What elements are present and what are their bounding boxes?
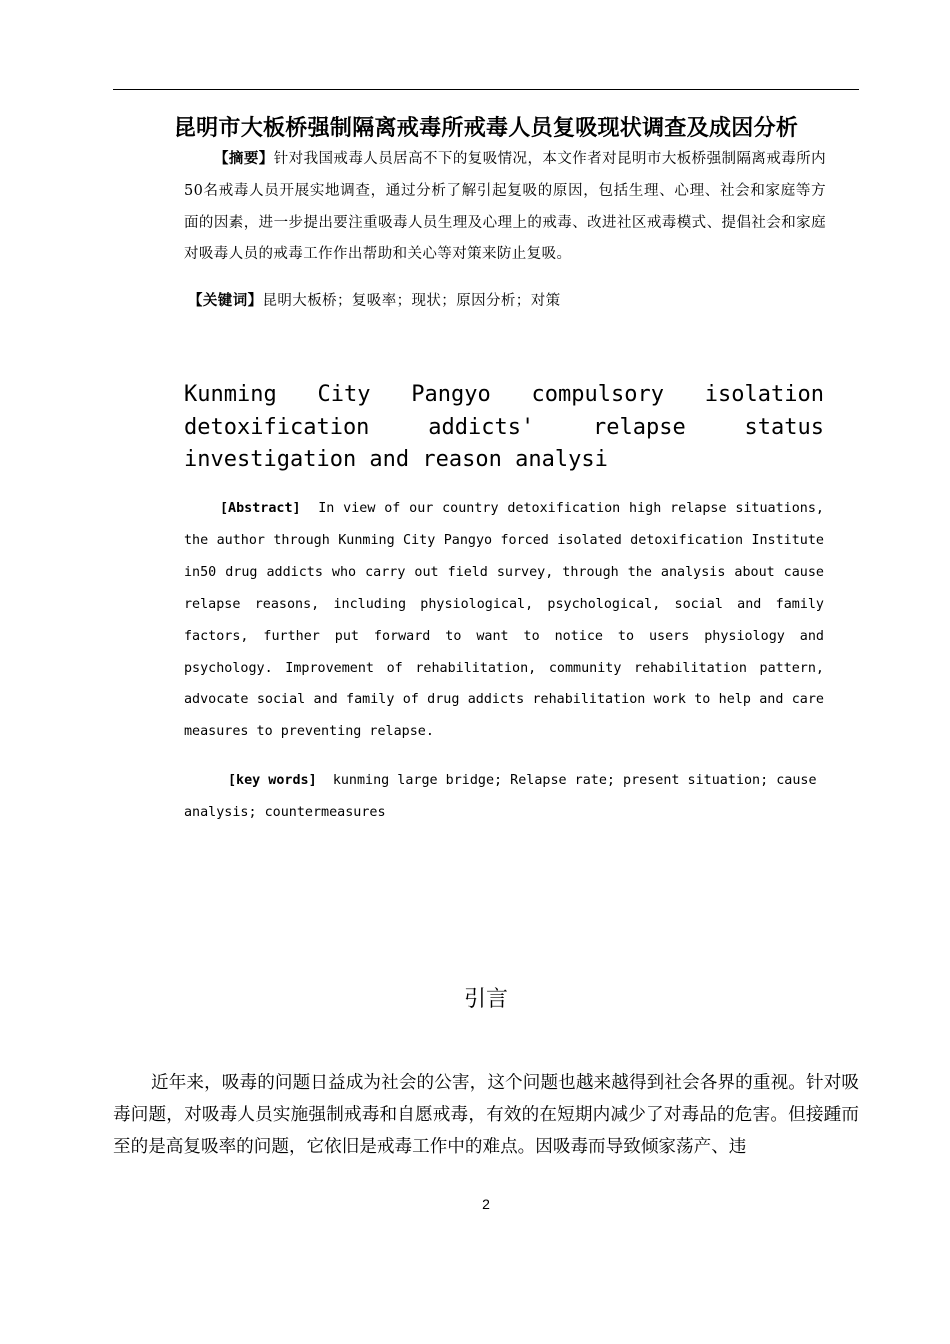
chinese-abstract (184, 143, 826, 271)
english-abstract (184, 493, 824, 748)
english-keywords-label: [key words] (228, 773, 317, 788)
header-rule (113, 89, 859, 90)
chinese-abstract-text: 针对我国戒毒人员居高不下的复吸情况，本文作者对昆明市大板桥强制隔离戒毒所内50名戒毒人员开展实地调查，通过分析了解引起复吸的原因，包括生理、心理、社会和家庭等方面的因素，进一步提出要注重吸毒人员生理及心理上的戒毒、改进社区戒毒模式、提倡社会和家庭对吸毒人员的戒毒工作作出帮助和关心等对策来防止复吸。 (184, 151, 826, 263)
english-abstract-label: [Abstract] (220, 501, 301, 516)
chinese-keywords (188, 285, 828, 317)
english-title: Kunming City Pangyo compulsory isolation detoxification addicts' relapse status investigation and reason analysi (184, 382, 824, 472)
body-paragraph: 近年来，吸毒的问题日益成为社会的公害，这个问题也越来越得到社会各界的重视。针对吸毒问题，对吸毒人员实施强制戒毒和自愿戒毒，有效的在短期内减少了对毒品的危害。但接踵而至的是高复吸率的问题，它依旧是戒毒工作中的难点。因吸毒而导致倾家荡产、违 (113, 1073, 859, 1158)
chinese-title: 昆明市大板桥强制隔离戒毒所戒毒人员复吸现状调查及成因分析 (173, 116, 799, 141)
chinese-abstract-label: 【摘要】 (214, 150, 274, 167)
chinese-keywords-text: 昆明大板桥；复吸率；现状；原因分析；对策 (262, 293, 561, 309)
page-number: 2 (482, 1196, 490, 1212)
english-keywords-text: kunming large bridge; Relapse rate; present situation; cause analysis; countermeasures (184, 773, 817, 820)
english-keywords (184, 765, 824, 829)
english-abstract-text: In view of our country detoxification high relapse situations, the author through Kunming City Pangyo forced isolated detoxification Institute in50 drug addicts who carry out field survey, through the analysis about cause relapse reasons, including physiological, psychological, social and family factors, further put forward to want to notice to users physiology and psychology. Improvement of rehabilitation, community rehabilitation pattern, advocate social and family of drug addicts rehabilitation work to help and care measures to preventing relapse. (184, 501, 824, 740)
section-heading: 引言 (463, 987, 508, 1012)
chinese-keywords-label: 【关键词】 (188, 292, 263, 309)
